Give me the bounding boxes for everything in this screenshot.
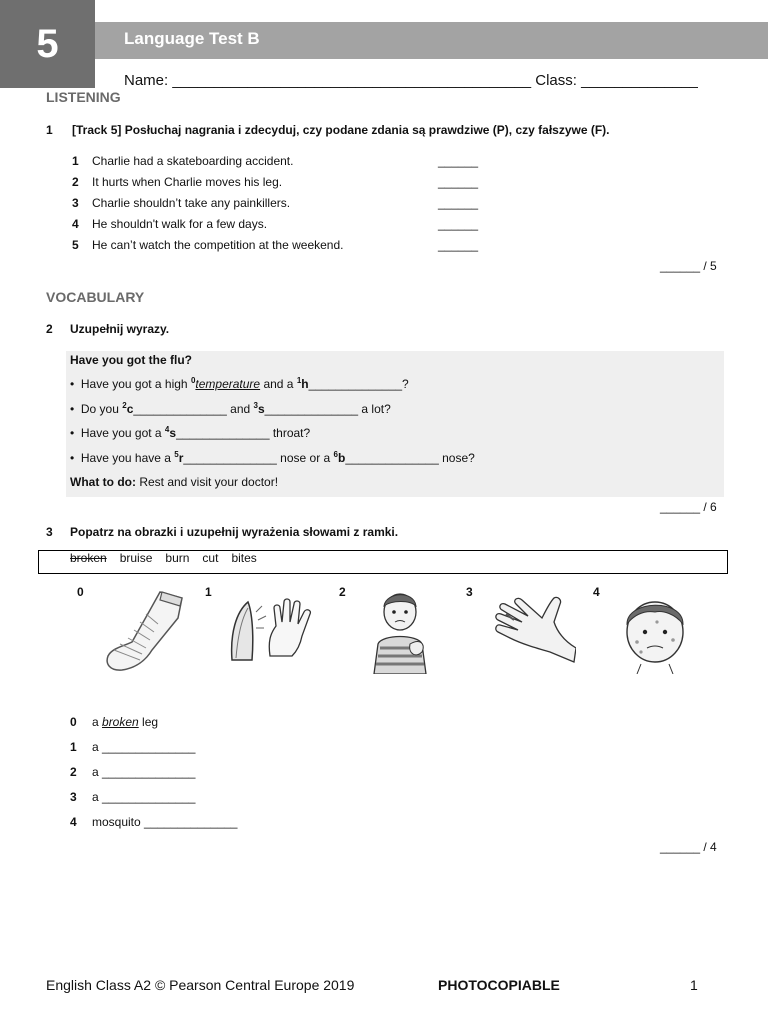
answer-blank[interactable]: ______________ nose? <box>345 451 475 465</box>
first-letter: s <box>169 426 177 440</box>
boy-bites-image <box>613 592 697 674</box>
listening-items <box>72 154 498 259</box>
list-item <box>72 217 498 238</box>
answer-text: leg <box>138 715 159 729</box>
what-to-do-label: What to do: <box>70 475 136 489</box>
answer-blank[interactable]: ______________ nose or a <box>183 451 334 465</box>
answer-blank[interactable]: a ______________ <box>92 790 196 804</box>
line-text: • Do you <box>70 402 123 416</box>
answer-number: 4 <box>70 815 77 829</box>
answer-blank[interactable]: ______________ a lot? <box>264 402 391 416</box>
word-item: bites <box>231 551 257 565</box>
answer-text: a <box>92 715 103 729</box>
word-item: burn <box>165 551 190 565</box>
answer-row <box>70 765 195 779</box>
example-answer: temperature <box>195 377 261 391</box>
answer-blank[interactable]: mosquito ______________ <box>92 815 238 829</box>
unit-number: 5 <box>36 22 59 66</box>
question-2-instruction: Uzupełnij wyrazy. <box>70 322 170 336</box>
answer-blank[interactable]: ______ <box>438 175 479 189</box>
line-text: • Have you got a <box>70 426 165 440</box>
name-class-line: Name: ___________________________________________ Class: ______________ <box>124 72 698 89</box>
list-item <box>72 175 498 196</box>
item-number: 1 <box>72 154 79 168</box>
answer-blank[interactable]: ______ <box>438 217 479 231</box>
list-item <box>72 196 498 217</box>
question-2-number: 2 <box>46 322 53 336</box>
first-letter: c <box>126 402 134 416</box>
item-number: 2 <box>122 401 127 410</box>
word-item: cut <box>202 551 219 565</box>
answer-number: 1 <box>70 740 77 754</box>
item-number: 5 <box>72 238 79 252</box>
iron-burn-image <box>226 594 326 666</box>
picture-label: 1 <box>205 585 212 599</box>
footer-photocopiable: PHOTOCOPIABLE <box>438 977 560 993</box>
cut-hand-image <box>492 592 576 668</box>
broken-leg-image <box>100 588 186 674</box>
item-statement: Charlie shouldn’t take any painkillers. <box>92 196 291 210</box>
picture-label: 0 <box>77 585 84 599</box>
item-number: 6 <box>333 450 338 459</box>
item-number: 2 <box>72 175 79 189</box>
item-number: 4 <box>72 217 79 231</box>
item-statement: He can’t watch the competition at the weekend. <box>92 238 344 252</box>
line-text: and a <box>260 377 297 391</box>
item-statement: He shouldn't walk for a few days. <box>92 217 268 231</box>
vocab-line-2 <box>70 401 391 416</box>
item-number: 3 <box>72 196 79 210</box>
vocabulary-score: ______ / 6 <box>660 500 717 514</box>
pictures-score: ______ / 4 <box>660 840 717 854</box>
question-1-number: 1 <box>46 123 53 137</box>
vocab-line-4 <box>70 450 475 465</box>
word-item: bruise <box>119 551 153 565</box>
first-letter: b <box>337 451 346 465</box>
list-item <box>72 238 498 259</box>
example-answer: broken <box>102 715 139 729</box>
answer-row <box>70 790 195 804</box>
boy-bruise-image <box>360 588 440 674</box>
question-3-instruction: Popatrz na obrazki i uzupełnij wyrażenia słowami z ramki. <box>70 525 399 539</box>
answer-blank[interactable]: ______________ and <box>133 402 254 416</box>
word-item: broken <box>70 551 107 565</box>
answer-number: 2 <box>70 765 77 779</box>
item-number: 3 <box>253 401 258 410</box>
item-statement: Charlie had a skateboarding accident. <box>92 154 294 168</box>
page-number: 1 <box>690 977 698 993</box>
page-title: Language Test B <box>124 29 260 48</box>
first-letter: r <box>178 451 184 465</box>
vocabulary-heading: VOCABULARY <box>46 289 145 305</box>
vocab-line-3 <box>70 425 310 440</box>
answer-blank[interactable]: a ______________ <box>92 740 196 754</box>
answer-row <box>70 715 158 729</box>
word-list <box>70 551 270 565</box>
box-title: Have you got the flu? <box>70 353 193 367</box>
answer-number: 3 <box>70 790 77 804</box>
answer-blank[interactable]: ______ <box>438 196 479 210</box>
question-1-instruction: [Track 5] Posłuchaj nagrania i zdecyduj, czy podane zdania są prawdziwe (P), czy fałszywe (F). <box>72 123 610 137</box>
item-number: 4 <box>164 425 170 434</box>
first-letter: s <box>257 402 265 416</box>
list-item <box>72 154 498 175</box>
picture-label: 2 <box>339 585 346 599</box>
vocab-line-1 <box>70 376 409 391</box>
listening-score: ______ / 5 <box>660 259 717 273</box>
what-to-do-line <box>70 475 278 489</box>
answer-row <box>70 740 195 754</box>
item-statement: It hurts when Charlie moves his leg. <box>92 175 283 189</box>
answer-blank[interactable]: ______ <box>438 238 479 252</box>
answer-number: 0 <box>70 715 77 729</box>
question-3-number: 3 <box>46 525 53 539</box>
line-text: • Have you got a high <box>70 377 191 391</box>
listening-heading: LISTENING <box>46 89 121 105</box>
answer-blank[interactable]: ______ <box>438 154 479 168</box>
picture-label: 4 <box>593 585 600 599</box>
answer-row <box>70 815 237 829</box>
item-number: 5 <box>174 450 179 459</box>
answer-blank[interactable]: ______________ throat? <box>176 426 311 440</box>
item-number: 0 <box>190 376 196 385</box>
what-to-do-text: Rest and visit your doctor! <box>135 475 279 489</box>
first-letter: h <box>301 377 309 391</box>
answer-blank[interactable]: a ______________ <box>92 765 196 779</box>
line-text: • Have you have a <box>70 451 175 465</box>
footer-copyright: English Class A2 © Pearson Central Europe 2019 <box>46 977 355 993</box>
picture-label: 3 <box>466 585 473 599</box>
item-number: 1 <box>296 376 302 385</box>
answer-blank[interactable]: ______________? <box>308 377 409 391</box>
